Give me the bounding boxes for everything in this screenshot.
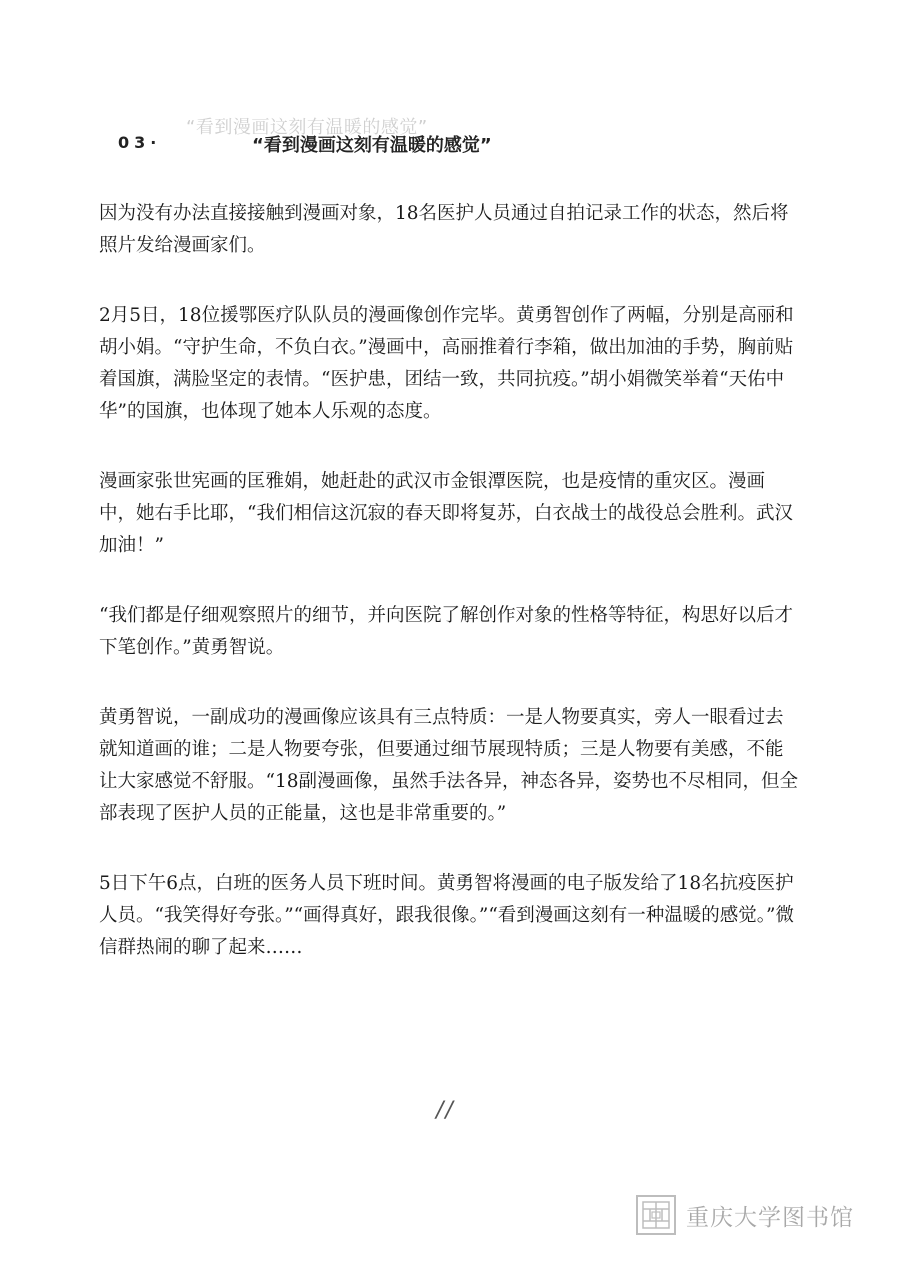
paragraph: 5日下午6点，白班的医务人员下班时间。黄勇智将漫画的电子版发给了18名抗疫医护人员。“我笑得好夸张。”“画得真好，跟我很像。”“看到漫画这刻有一种温暖的感觉。”微信群热闹的聊了起来…… (99, 873, 794, 958)
paragraph: 因为没有办法直接接触到漫画对象，18名医护人员通过自拍记录工作的状态，然后将照片发给漫画家们。 (99, 203, 789, 256)
section-title: “看到漫画这刻有温暖的感觉” (252, 135, 492, 156)
paragraph: 黄勇智说，一副成功的漫画像应该具有三点特质：一是人物要真实，旁人一眼看过去就知道画的谁；二是人物要夸张，但要通过细节展现特质；三是人物要有美感，不能让大家感觉不舒服。“18副漫画像，虽然手法各异，神态各异，姿势也不尽相同，但全部表现了医护人员的正能量，这也是非常重要的。” (99, 707, 799, 824)
section-separator: // (436, 1098, 455, 1123)
library-seal-icon (636, 1195, 676, 1235)
watermark-text: 重庆大学图书馆 (686, 1204, 854, 1231)
library-watermark (636, 1193, 854, 1237)
paragraph: 2月5日，18位援鄂医疗队队员的漫画像创作完毕。黄勇智创作了两幅，分别是高丽和胡小娟。“守护生命，不负白衣。”漫画中，高丽推着行李箱，做出加油的手势，胸前贴着国旗，满脸坚定的表情。“医护患，团结一致，共同抗疫。”胡小娟微笑举着“天佑中华”的国旗，也体现了她本人乐观的态度。 (99, 305, 794, 422)
article-body (99, 198, 799, 1002)
section-number: 03· (118, 133, 162, 152)
section-heading (118, 131, 718, 159)
ghost-heading: “看到漫画这刻有温暖的感觉” (186, 117, 428, 138)
paragraph: “我们都是仔细观察照片的细节，并向医院了解创作对象的性格等特征，构思好以后才下笔创作。”黄勇智说。 (99, 605, 793, 658)
paragraph: 漫画家张世宪画的匡雅娟，她赶赴的武汉市金银潭医院，也是疫情的重灾区。漫画中，她右手比耶，“我们相信这沉寂的春天即将复苏，白衣战士的战役总会胜利。武汉加油！” (99, 471, 793, 556)
